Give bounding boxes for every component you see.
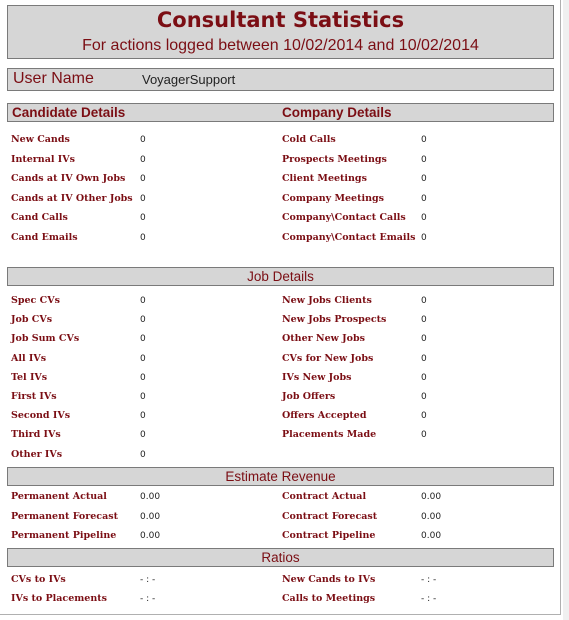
stat-label: Cands at IV Own Jobs: [11, 173, 126, 184]
stat-label: Tel IVs: [11, 372, 48, 383]
stat-label: IVs New Jobs: [282, 372, 352, 383]
details-header-bar: [7, 103, 554, 122]
stat-label: Job Offers: [282, 391, 336, 402]
stat-value: 0: [421, 411, 427, 421]
stat-value: 0: [140, 194, 146, 204]
stat-value: - : -: [421, 594, 437, 604]
company-details-heading: Company Details: [282, 105, 392, 120]
stat-label: Other IVs: [11, 449, 63, 460]
stat-value: 0: [140, 430, 146, 440]
stat-value: 0: [421, 135, 427, 145]
stat-label: Placements Made: [282, 429, 377, 440]
candidate-details-heading: Candidate Details: [12, 105, 126, 120]
stat-value: 0: [421, 334, 427, 344]
ratios-header-bar: [7, 548, 554, 567]
report-header: [7, 5, 554, 59]
stat-value: 0: [140, 233, 146, 243]
stat-label: Spec CVs: [11, 295, 60, 306]
stat-label: Permanent Actual: [11, 491, 107, 502]
stat-label: Cand Calls: [11, 212, 68, 223]
stat-label: Third IVs: [11, 429, 61, 440]
stat-label: Internal IVs: [11, 154, 75, 165]
stat-value: 0: [421, 213, 427, 223]
stat-value: 0: [140, 450, 146, 460]
stat-value: - : -: [140, 575, 156, 585]
user-name-bar: [7, 68, 554, 91]
stat-label: Contract Actual: [282, 491, 367, 502]
stat-value: 0: [421, 373, 427, 383]
stat-value: - : -: [421, 575, 437, 585]
stat-label: New Cands to IVs: [282, 574, 376, 585]
job-details-heading: Job Details: [247, 269, 314, 284]
estimate-revenue-heading: Estimate Revenue: [225, 469, 336, 484]
ratios-heading: Ratios: [261, 550, 300, 565]
stat-label: Calls to Meetings: [282, 593, 376, 604]
stat-value: 0: [140, 135, 146, 145]
stat-value: 0.00: [421, 531, 442, 541]
user-name-label: User Name: [13, 70, 94, 87]
stat-label: New Cands: [11, 134, 70, 145]
stat-label: Cold Calls: [282, 134, 336, 145]
stat-value: 0: [140, 411, 146, 421]
stat-label: Company\Contact Calls: [282, 212, 406, 223]
stat-value: 0.00: [421, 492, 442, 502]
stat-label: Cands at IV Other Jobs: [11, 193, 133, 204]
stat-value: 0.00: [140, 492, 161, 502]
stat-value: 0: [140, 155, 146, 165]
stat-value: 0: [421, 296, 427, 306]
stat-label: Job Sum CVs: [11, 333, 80, 344]
stat-value: 0: [421, 354, 427, 364]
stat-value: 0: [421, 194, 427, 204]
stat-value: 0: [140, 174, 146, 184]
stat-value: 0: [421, 233, 427, 243]
report-title: Consultant Statistics: [156, 8, 405, 32]
scrollbar-edge[interactable]: [563, 0, 569, 620]
stat-value: 0.00: [140, 531, 161, 541]
stat-label: New Jobs Prospects: [282, 314, 387, 325]
stat-value: 0: [140, 392, 146, 402]
stat-label: Offers Accepted: [282, 410, 367, 421]
stat-value: 0: [140, 373, 146, 383]
stat-label: Client Meetings: [282, 173, 367, 184]
stat-label: New Jobs Clients: [282, 295, 372, 306]
stat-value: 0: [421, 430, 427, 440]
stat-label: Company\Contact Emails: [282, 232, 416, 243]
stat-label: CVs to IVs: [11, 574, 66, 585]
stat-label: All IVs: [11, 353, 47, 364]
stat-value: 0: [421, 174, 427, 184]
stat-label: Contract Pipeline: [282, 530, 376, 541]
user-name-value: VoyagerSupport: [142, 72, 236, 87]
stat-value: 0: [140, 334, 146, 344]
stat-value: 0.00: [140, 512, 161, 522]
stat-label: Second IVs: [11, 410, 71, 421]
stat-label: CVs for New Jobs: [282, 353, 374, 364]
stat-label: Prospects Meetings: [282, 154, 387, 165]
stat-value: 0: [140, 315, 146, 325]
estimate-revenue-header-bar: [7, 467, 554, 486]
stat-label: IVs to Placements: [11, 593, 107, 604]
stat-value: 0: [421, 315, 427, 325]
job-details-header-bar: [7, 267, 554, 286]
stat-label: Permanent Pipeline: [11, 530, 117, 541]
stat-value: 0: [140, 354, 146, 364]
stat-value: 0: [140, 213, 146, 223]
stat-label: Company Meetings: [282, 193, 384, 204]
stat-label: Job CVs: [11, 314, 53, 325]
stat-value: - : -: [140, 594, 156, 604]
report-subtitle: For actions logged between 10/02/2014 and 10/02/2014: [82, 37, 479, 54]
stat-value: 0: [421, 392, 427, 402]
stat-label: Cand Emails: [11, 232, 78, 243]
stat-label: Other New Jobs: [282, 333, 365, 344]
stat-value: 0: [140, 296, 146, 306]
stat-label: First IVs: [11, 391, 57, 402]
stat-label: Permanent Forecast: [11, 511, 118, 522]
stat-label: Contract Forecast: [282, 511, 378, 522]
stat-value: 0: [421, 155, 427, 165]
stat-value: 0.00: [421, 512, 442, 522]
